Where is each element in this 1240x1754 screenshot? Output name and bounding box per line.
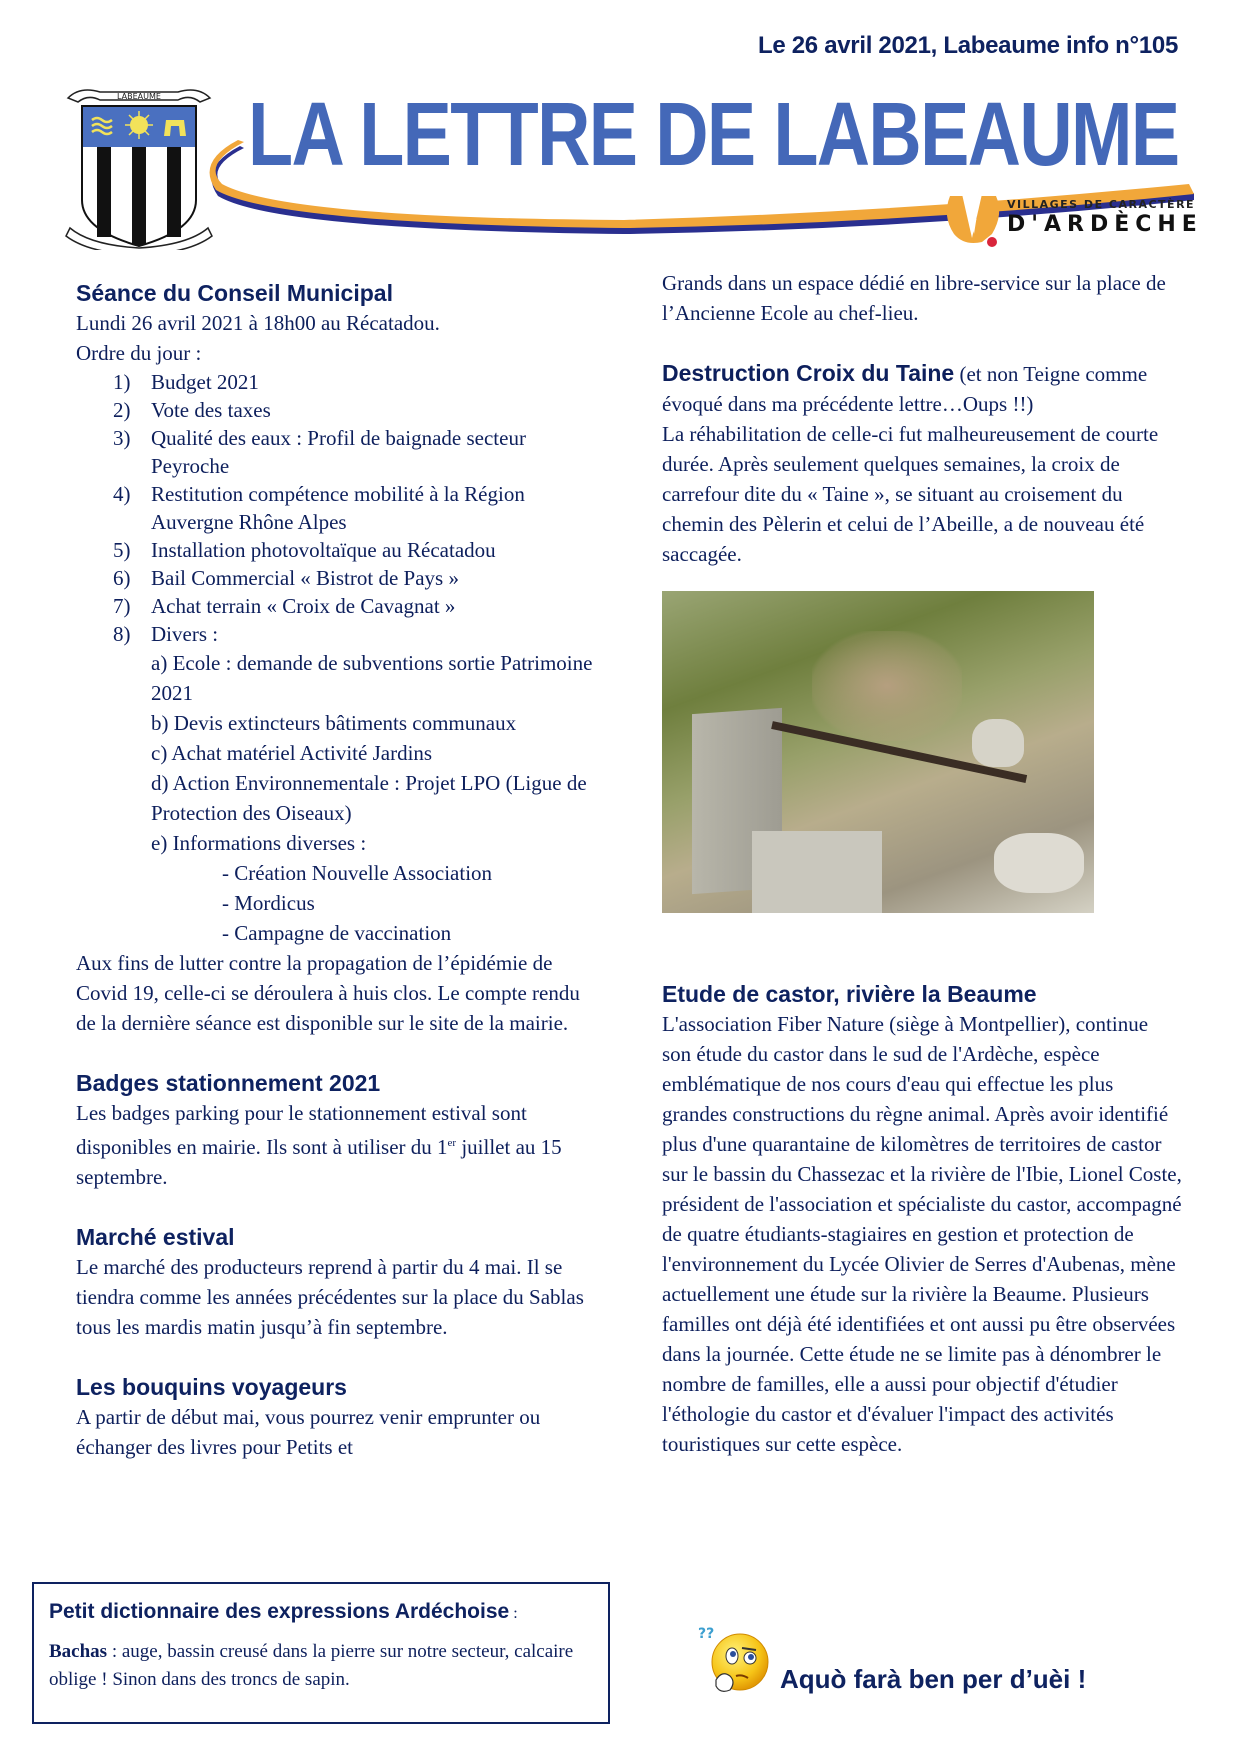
divers-item: a) Ecole : demande de subventions sortie Patrimoine 2021 (151, 651, 593, 705)
masthead-banner (46, 78, 1203, 253)
section-conseil-municipal (76, 278, 596, 1038)
info-item: - Mordicus (222, 891, 315, 915)
title-note: (et non Teigne comme évoqué dans ma précédente lettre…Oups !!) (662, 362, 1148, 416)
croix-body: La réhabilitation de celle-ci fut malheureusement de courte durée. Après seulement quelques semaines, la croix de carrefour dite du « Taine », se situant au croisement du chemin des Pèlerin et celui de l’Abeille, a de nouveau été saccagée. (662, 422, 1159, 566)
agenda-item: 8) Divers : (113, 622, 219, 646)
section-title: Séance du Conseil Municipal (76, 280, 393, 306)
issue-date-line: Le 26 avril 2021, Labeaume info n°105 (757, 32, 1178, 59)
info-item: - Création Nouvelle Association (222, 861, 493, 885)
divers-item: c) Achat matériel Activité Jardins (151, 741, 433, 765)
agenda-label: Ordre du jour : (76, 341, 202, 365)
svg-text:??: ?? (698, 1626, 715, 1642)
bouquins-body: A partir de début mai, vous pourrez venir emprunter ou échanger des livres pour Petits et (76, 1405, 541, 1459)
section-badges (76, 1068, 596, 1192)
divers-item: b) Devis extincteurs bâtiments communaux (151, 711, 517, 735)
agenda-item: 5) Installation photovoltaïque au Récatadou (113, 538, 496, 562)
section-title: Destruction Croix du Taine (662, 360, 955, 386)
masthead-title: LA LETTRE DE LABEAUME (248, 85, 1179, 185)
section-title: Les bouquins voyageurs (76, 1374, 347, 1400)
croix-photo (662, 591, 1094, 913)
section-castor (662, 979, 1182, 1459)
logo-line-2: D'ARDÈCHE (1007, 212, 1203, 237)
agenda-item: 7) Achat terrain « Croix de Cavagnat » (113, 594, 456, 618)
agenda-list (76, 368, 596, 648)
section-title: Etude de castor, rivière la Beaume (662, 981, 1037, 1007)
info-item: - Campagne de vaccination (222, 921, 452, 945)
v-letter-icon (942, 190, 1004, 250)
labeaume-crest-icon (60, 80, 218, 250)
bouquins-continued: Grands dans un espace dédié en libre-service sur la place de l’Ancienne Ecole au chef-lieu. (662, 271, 1166, 325)
agenda-item: 4) Restitution compétence mobilité à la Région Auvergne Rhône Alpes (113, 482, 525, 534)
meeting-time: Lundi 26 avril 2021 à 18h00 au Récatadou. (76, 311, 440, 335)
agenda-item: 2) Vote des taxes (113, 398, 271, 422)
dictionary-title: Petit dictionnaire des expressions Ardéchoise : (49, 1600, 518, 1623)
villages-de-caractere-logo (942, 190, 1202, 250)
section-bouquins (76, 1372, 596, 1462)
thinking-smiley-icon (696, 1622, 776, 1702)
marche-body: Le marché des producteurs reprend à partir du 4 mai. Il se tiendra comme les années précédentes sur la place du Sablas tous les mardis matin jusqu’à fin septembre. (76, 1255, 584, 1339)
dictionary-definition: : auge, bassin creusé dans la pierre sur notre secteur, calcaire oblige ! Sinon dans des troncs de sapin. (49, 1641, 574, 1690)
croix-heading (662, 358, 1182, 419)
badges-body: Les badges parking pour le stationnement estival sont disponibles en mairie. Ils sont à utiliser du 1er juillet au 15 septembre. (76, 1101, 562, 1189)
crest-top-motto: LABEAUME (117, 92, 161, 101)
section-title: Marché estival (76, 1224, 235, 1250)
right-column (662, 268, 1182, 1459)
agenda-item: 1) Budget 2021 (113, 370, 259, 394)
sign-off-text: Aquò farà ben per d’uèi ! (780, 1664, 1087, 1694)
sign-off (696, 1622, 1156, 1702)
covid-note: Aux fins de lutter contre la propagation de l’épidémie de Covid 19, celle-ci se déroulera à huis clos. Le compte rendu de la dernière séance est disponible sur le site de la mairie. (76, 951, 580, 1035)
section-croix-taine (662, 358, 1182, 913)
castor-body: L'association Fiber Nature (siège à Montpellier), continue son étude du castor dans le sud de l'Ardèche, espèce emblématique de nos cours d'eau qui effectue les plus grandes constructions du règne animal. Après avoir identifié plus d'une quarantaine de kilomètres de territoires de castor sur le bassin du Chassezac et la rivière de l'Ibie, Lionel Coste, président de l'association et spécialiste du castor, accompagné de quatre étudiants-stagiaires en gestion et protection de l'environnement du Lycée Olivier de Serres d'Aubenas, mène actuellement une étude sur la rivière la Beaume. Plusieurs familles ont déjà été identifiées et ont aussi pu être observées dans la journée. Cette étude ne se limite pas à dénombrer le nombre de familles, elle a aussi pour objectif d'étudier l'éthologie du castor et d'évaluer l'impact des activités touristiques sur cette espèce. (662, 1012, 1182, 1456)
divers-item: e) Informations diverses : (151, 831, 367, 855)
dictionary-word: Bachas (49, 1641, 108, 1662)
left-column (76, 278, 596, 1462)
agenda-item: 3) Qualité des eaux : Profil de baignade secteur Peyroche (113, 426, 526, 478)
logo-line-1: VILLAGES DE CARACTÈRE (1007, 198, 1196, 211)
dictionary-entry (49, 1638, 594, 1694)
section-title: Badges stationnement 2021 (76, 1070, 381, 1096)
agenda-item: 6) Bail Commercial « Bistrot de Pays » (113, 566, 459, 590)
divers-item: d) Action Environnementale : Projet LPO (Ligue de Protection des Oiseaux) (151, 771, 587, 825)
section-marche (76, 1222, 596, 1342)
dictionary-box (32, 1582, 610, 1724)
